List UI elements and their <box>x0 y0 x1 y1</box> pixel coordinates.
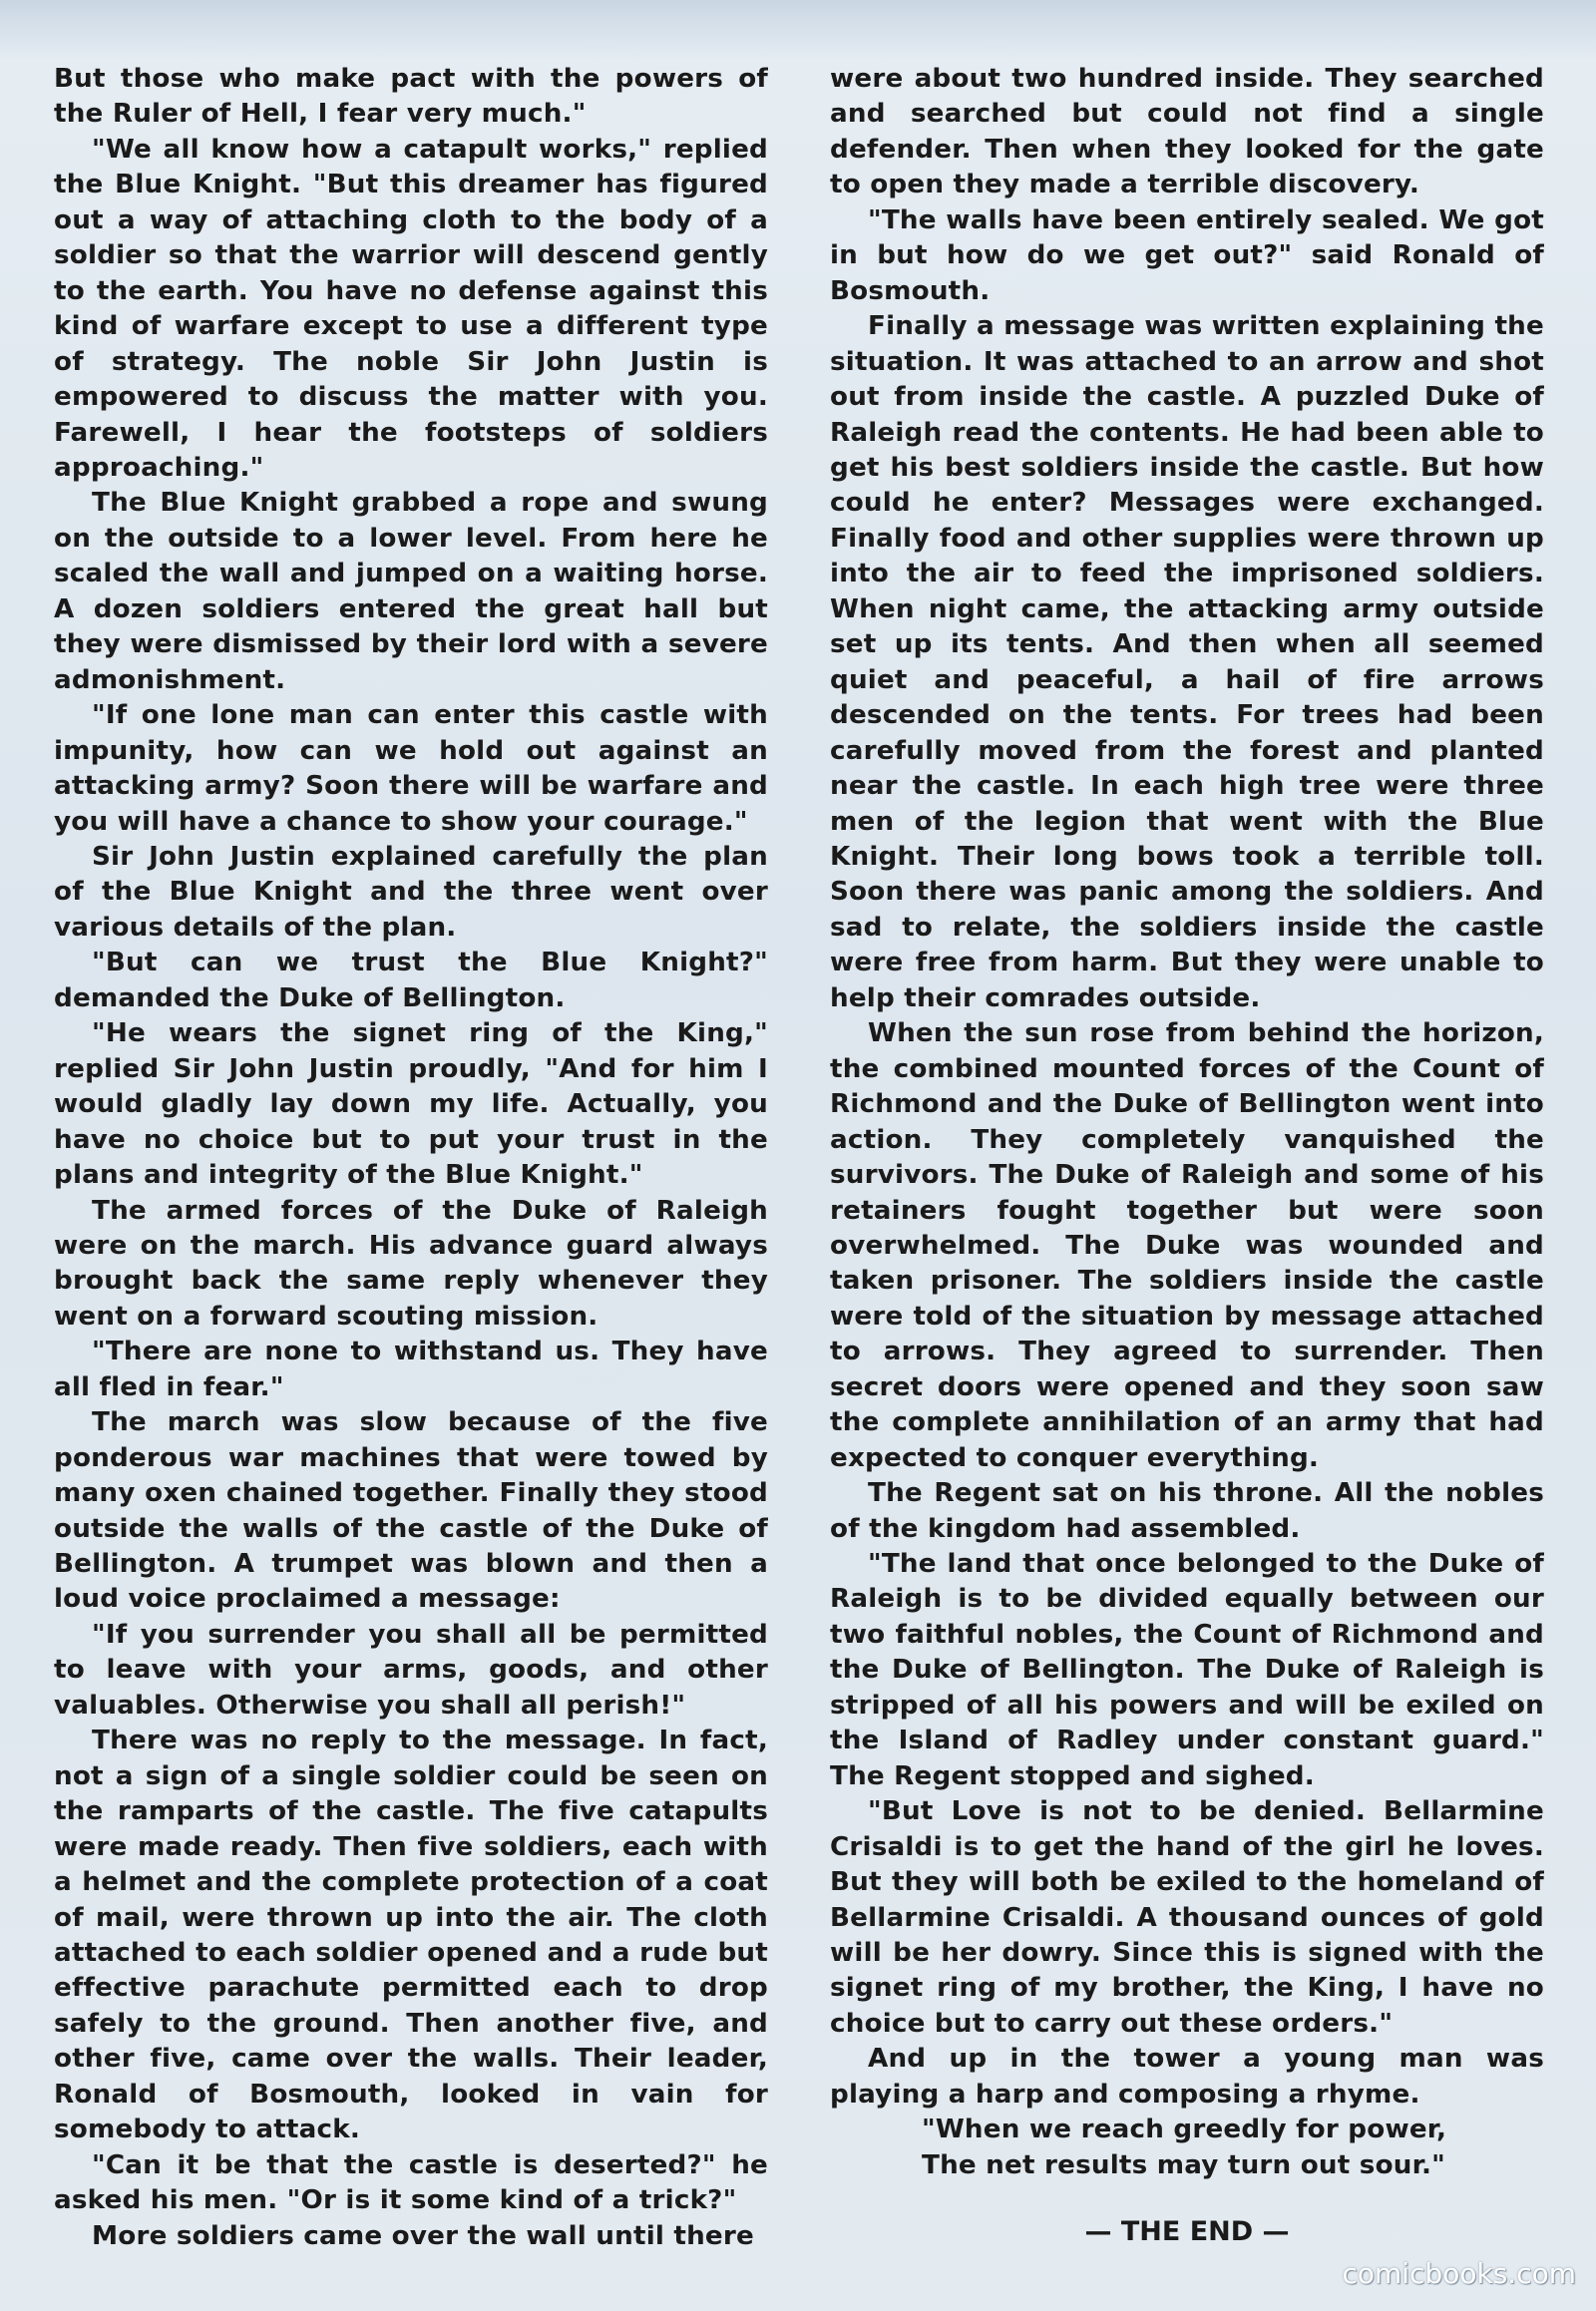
right-text-column <box>830 62 1544 2183</box>
paragraph: "He wears the signet ring of the King," replied Sir John Justin proudly, "And for him I would gladly lay down my life. Actually, you have no choice but to put your trust in the plans and integrity of the Blue Knight." <box>54 1018 768 1191</box>
poem-line: The net results may turn out sour." <box>922 2149 1445 2180</box>
paragraph: "Can it be that the castle is deserted?" he asked his men. "Or is it some kind of a trick?" <box>54 2149 768 2216</box>
left-text-column <box>54 62 768 2254</box>
paragraph: The armed forces of the Duke of Raleigh were on the march. His advance guard always brought back the same reply whenever they went on a forward scouting mission. <box>54 1195 768 1332</box>
paragraph: "But Love is not to be denied. Bellarmine Crisaldi is to get the hand of the girl he loves. But they will both be exiled to the homeland of Bellarmine Crisaldi. A thousand ounces of gold will be her dowry. Since this is signed with the signet ring of my brother, the King, I have no choice but to carry out these orders." <box>830 1796 1544 2039</box>
paragraph: Sir John Justin explained carefully the plan of the Blue Knight and the three went over various details of the plan. <box>54 841 768 943</box>
paragraph: "But can we trust the Blue Knight?" demanded the Duke of Bellington. <box>54 948 768 1013</box>
paragraph: The march was slow because of the five ponderous war machines that were towed by many oxen chained together. Finally they stood outside the walls of the castle of the Duke of Bellington. A trumpet was blown and then a loud voice proclaimed a message: <box>54 1407 768 1615</box>
paragraph: But those who make pact with the powers of the Ruler of Hell, I fear very much." <box>54 64 768 130</box>
top-artwork-strip <box>0 0 1596 60</box>
paragraph: The Regent sat on his throne. All the nobles of the kingdom had assembled. <box>830 1478 1544 1544</box>
paragraph: "We all know how a catapult works," replied the Blue Knight. "But this dreamer has figured out a way of attaching cloth to the body of a soldier so that the warrior will descend gently to the earth. You have no defense against this kind of warfare except to use a different type of strategy. The noble Sir John Justin is empowered to discuss the matter with you. Farewell, I hear the footsteps of soldiers approaching." <box>54 134 768 483</box>
paragraph: "If one lone man can enter this castle with impunity, how can we hold out against an attacking army? Soon there will be warfare and you will have a chance to show your courage." <box>54 700 768 837</box>
paragraph: were about two hundred inside. They searched and searched but could not find a single defender. Then when they looked for the gate to open they made a terrible discovery. <box>830 64 1544 200</box>
paragraph: "If you surrender you shall all be permitted to leave with your arms, goods, and other valuables. Otherwise you shall all perish!" <box>54 1619 768 1721</box>
paragraph: Finally a message was written explaining the situation. It was attached to an arrow and shot out from inside the castle. A puzzled Duke of Raleigh read the contents. He had been able to get his best soldiers inside the castle. But how could he enter? Messages were exchanged. Finally food and other supplies were thrown up into the air to feed the imprisoned soldiers. When night came, the attacking army outside set up its tents. And then when all seemed quiet and peaceful, a hail of fire arrows descended on the tents. For trees had been carefully moved from the forest and planted near the castle. In each high tree were three men of the legion that went with the Blue Knight. Their long bows took a terrible toll. Soon there was panic among the soldiers. And sad to relate, the soldiers inside the castle were free from harm. But they were unable to help their comrades outside. <box>830 311 1544 1013</box>
paragraph: More soldiers came over the wall until there <box>92 2220 754 2251</box>
paragraph: "There are none to withstand us. They have all fled in fear." <box>54 1337 768 1402</box>
site-watermark: comicbooks.com <box>1342 2257 1576 2290</box>
paragraph: And up in the tower a young man was playing a harp and composing a rhyme. <box>830 2044 1544 2110</box>
paragraph: When the sun rose from behind the horizon, the combined mounted forces of the Count of Richmond and the Duke of Bellington went into action. They completely vanquished the survivors. The Duke of Raleigh and some of his retainers fought together but were soon overwhelmed. The Duke was wounded and taken prisoner. The soldiers inside the castle were told of the situation by message attached to arrows. They agreed to surrender. Then secret doors were opened and they soon saw the complete annihilation of an army that had expected to conquer everything. <box>830 1018 1544 1473</box>
paragraph: "The walls have been entirely sealed. We got in but how do we get out?" said Ronald of Bosmouth. <box>830 204 1544 306</box>
paragraph: "The land that once belonged to the Duke of Raleigh is to be divided equally between our two faithful nobles, the Count of Richmond and the Duke of Bellington. The Duke of Raleigh is stripped of all his powers and will be exiled on the Island of Radley under constant guard." The Regent stopped and sighed. <box>830 1549 1544 1791</box>
paragraph: The Blue Knight grabbed a rope and swung on the outside to a lower level. From here he scaled the wall and jumped on a waiting horse. A dozen soldiers entered the great hall but they were dismissed by their lord with a severe admonishment. <box>54 488 768 695</box>
the-end-marker: — THE END — <box>1084 2216 1290 2247</box>
paragraph: There was no reply to the message. In fact, not a sign of a single soldier could be seen on the ramparts of the castle. The five catapults were made ready. Then five soldiers, each with a helmet and the complete protection of a coat of mail, were thrown up into the air. The cloth attached to each soldier opened and a rude but effective parachute permitted each to drop safely to the ground. Then another five, and other five, came over the walls. Their leader, Ronald of Bosmouth, looked in vain for somebody to attack. <box>54 1726 768 2145</box>
poem-line: "When we reach greedly for power, <box>922 2115 1447 2145</box>
